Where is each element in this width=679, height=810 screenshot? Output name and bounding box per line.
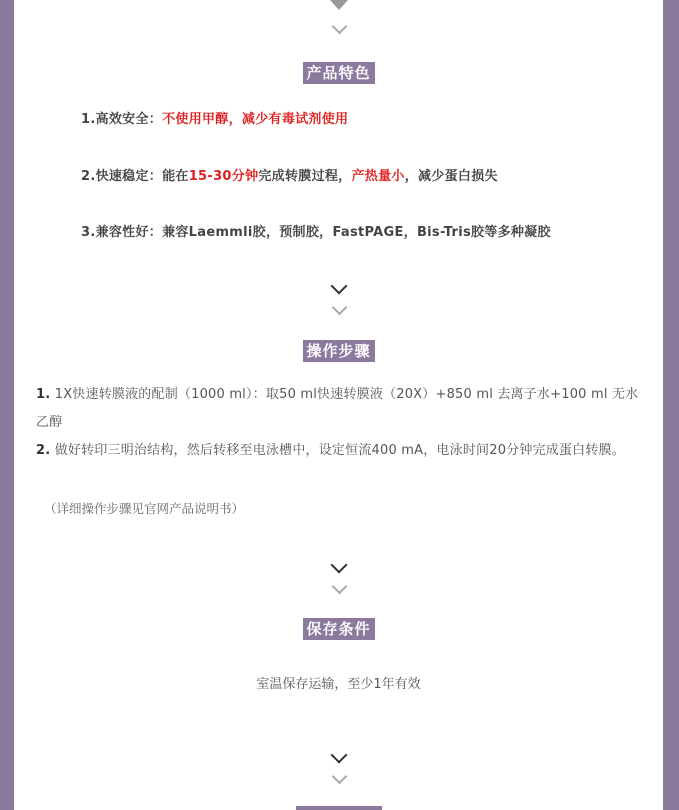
step-text: 1X快速转膜液的配制（1000 ml）：取50 ml快速转膜液（20X）+850 ml 去离子水+100 ml 无水乙醇 [36, 387, 639, 430]
content-panel [14, 0, 663, 810]
steps-list [36, 381, 642, 465]
chevron-down-icon [331, 300, 347, 316]
chevron-down-icon [330, 747, 347, 764]
step-text: 做好转印三明治结构，然后转移至电泳槽中，设定恒流400 mA，电泳时间20分钟完成蛋白转膜。 [50, 443, 625, 458]
chevron-down-icon [330, 278, 347, 295]
features-title: 产品特色 [302, 62, 374, 84]
storage-title: 保存条件 [302, 618, 374, 640]
steps-note: （详细操作步骤见官网产品说明书） [44, 501, 245, 516]
feature-highlight: 不使用甲醇，减少有毒试剂使用 [162, 112, 349, 127]
feature-highlight: 15-30分钟 [188, 169, 259, 184]
step-number: 2. [36, 443, 51, 458]
feature-highlight: 产热量小 [351, 169, 405, 184]
feature-text: ，减少蛋白损失 [404, 169, 498, 184]
feature-label: 1.高效安全： [81, 112, 163, 127]
next-section-badge-edge [296, 806, 382, 810]
feature-label: 3.兼容性好：兼容Laemmli胶，预制胶，FastPAGE，Bis-Tris胶等多种凝胶 [81, 225, 551, 240]
step-number: 1. [36, 387, 51, 402]
chevron-down-icon [331, 769, 347, 785]
storage-text: 室温保存运输，至少1年有效 [256, 677, 421, 692]
steps-title: 操作步骤 [302, 340, 374, 362]
feature-item-1 [81, 108, 348, 127]
feature-item-3 [81, 221, 551, 240]
feature-text: 完成转膜过程， [258, 169, 352, 184]
chevron-down-icon [330, 557, 347, 574]
chevron-down-icon [331, 19, 347, 35]
step-item-1 [36, 381, 642, 437]
chevron-down-icon [331, 579, 347, 595]
triangle-down-icon [330, 0, 348, 10]
feature-item-2 [81, 165, 498, 184]
step-item-2 [36, 437, 642, 465]
feature-label: 2.快速稳定：能在 [81, 169, 189, 184]
